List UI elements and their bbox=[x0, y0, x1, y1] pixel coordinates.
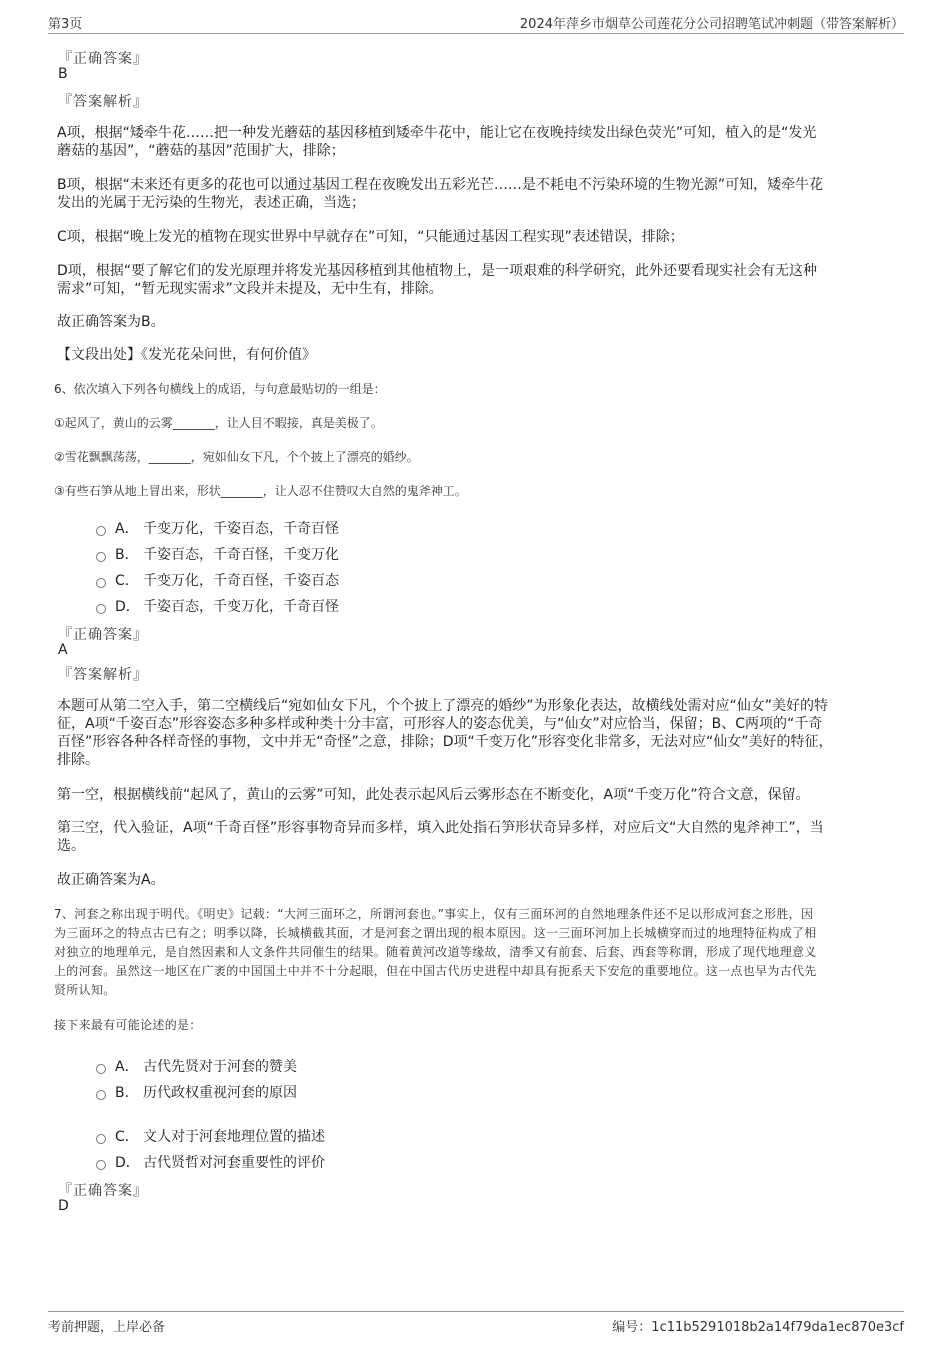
analysis-line: C项，根据“晚上发光的植物在现实世界中早就存在”可知，“只能通过基因工程实现”表述错误，排除； bbox=[57, 229, 684, 245]
analysis-line: 蘑菇的基因”，“蘑菇的基因”范围扩大，排除； bbox=[57, 143, 345, 159]
question-sentence: ②雪花飘飘荡荡，_______，宛如仙女下凡，个个披上了漂亮的婚纱。 bbox=[54, 450, 419, 464]
analysis-line: 本题可从第二空入手，第二空横线后“宛如仙女下凡，个个披上了漂亮的婚纱”为形象化表达，故横线处需对应“仙女”美好的特 bbox=[57, 698, 829, 714]
question-stem-line: 为三面环之的特点古已有之；明季以降，长城横截其面，才是河套之谓出现的根本原因。这一三面环河加上长城横穿而过的地理特征构成了相 bbox=[54, 926, 817, 940]
analysis-line: 需求”可知，“暂无现实需求”文段并未提及，无中生有，排除。 bbox=[57, 281, 443, 297]
radio-icon[interactable] bbox=[96, 526, 106, 536]
page-footer bbox=[48, 1311, 904, 1338]
option-d[interactable]: D． 古代贤哲对河套重要性的评价 bbox=[96, 1152, 325, 1172]
option-c[interactable]: C． 文人对于河套地理位置的描述 bbox=[96, 1126, 325, 1146]
option-d[interactable]: D． 千姿百态，千变万化，千奇百怪 bbox=[96, 596, 339, 616]
option-a[interactable]: A． 古代先贤对于河套的赞美 bbox=[96, 1056, 297, 1076]
question-stem-line: 对独立的地理单元，是自然因素和人文条件共同催生的结果。随着黄河改道等缘故，清季又有前套、后套、西套等称谓，形成了现代地理意义 bbox=[54, 945, 817, 959]
correct-answer-value: B bbox=[58, 66, 68, 82]
question-sentence: ①起风了，黄山的云雾_______，让人目不暇接，真是美极了。 bbox=[54, 416, 383, 430]
radio-icon[interactable] bbox=[96, 604, 106, 614]
document-title: 2024年萍乡市烟草公司莲花分公司招聘笔试冲刺题（带答案解析） bbox=[519, 17, 904, 32]
question-stem-line: 7、河套之称出现于明代。《明史》记载：“大河三面环之，所谓河套也。”事实上，仅有三面环河的自然地理条件还不足以形成河套之形胜，因 bbox=[54, 907, 814, 921]
radio-icon[interactable] bbox=[96, 1090, 106, 1100]
question-stem-line: 上的河套。虽然这一地区在广袤的中国国土中并不十分起眼，但在中国古代历史进程中却具有扼系天下安危的重要地位。这一点也早为古代先 bbox=[54, 964, 817, 978]
analysis-label: 『答案解析』 bbox=[58, 667, 148, 683]
analysis-conclusion: 故正确答案为A。 bbox=[57, 872, 165, 888]
document-id: 编号：1c11b5291018b2a14f79da1ec870e3cf bbox=[612, 1320, 904, 1335]
option-c[interactable]: C． 千变万化，千奇百怪，千姿百态 bbox=[96, 570, 339, 590]
footer-slogan: 考前押题，上岸必备 bbox=[48, 1320, 166, 1335]
passage-source: 【文段出处】《发光花朵问世，有何价值》 bbox=[57, 347, 316, 363]
option-b[interactable]: B． 历代政权重视河套的原因 bbox=[96, 1082, 297, 1102]
radio-icon[interactable] bbox=[96, 578, 106, 588]
analysis-line: 第一空，根据横线前“起风了，黄山的云雾”可知，此处表示起风后云雾形态在不断变化，A项“千变万化”符合文意，保留。 bbox=[57, 787, 810, 803]
correct-answer-label: 『正确答案』 bbox=[58, 51, 148, 67]
radio-icon[interactable] bbox=[96, 552, 106, 562]
question-sentence: ③有些石笋从地上冒出来，形状_______，让人忍不住赞叹大自然的鬼斧神工。 bbox=[54, 484, 467, 498]
radio-icon[interactable] bbox=[96, 1160, 106, 1170]
analysis-line: 百怪”形容各种各样奇怪的事物，文中并无“奇怪”之意，排除；D项“千变万化”形容变化非常多，无法对应“仙女”美好的特征， bbox=[57, 734, 833, 750]
analysis-label: 『答案解析』 bbox=[58, 94, 148, 110]
option-b[interactable]: B． 千姿百态，千奇百怪，千变万化 bbox=[96, 544, 339, 564]
question-stem: 6、依次填入下列各句横线上的成语，与句意最贴切的一组是： bbox=[54, 382, 386, 396]
analysis-line: 选。 bbox=[57, 838, 85, 854]
question-stem-line: 贤所认知。 bbox=[54, 983, 116, 997]
correct-answer-value: A bbox=[58, 642, 68, 658]
analysis-line: 发出的光属于无污染的生物光，表述正确，当选； bbox=[57, 195, 365, 211]
option-a[interactable]: A． 千变万化，千姿百态，千奇百怪 bbox=[96, 518, 339, 538]
question-prompt: 接下来最有可能论述的是： bbox=[54, 1018, 202, 1032]
radio-icon[interactable] bbox=[96, 1064, 106, 1074]
analysis-line: A项，根据“矮牵牛花……把一种发光蘑菇的基因移植到矮牵牛花中，能让它在夜晚持续发出绿色荧光”可知，植入的是“发光 bbox=[57, 125, 817, 141]
page-header bbox=[48, 13, 904, 34]
radio-icon[interactable] bbox=[96, 1134, 106, 1144]
correct-answer-value: D bbox=[58, 1198, 69, 1214]
correct-answer-label: 『正确答案』 bbox=[58, 627, 148, 643]
analysis-line: 排除。 bbox=[57, 752, 99, 768]
page-number: 第3页 bbox=[48, 17, 83, 32]
analysis-line: B项，根据“未来还有更多的花也可以通过基因工程在夜晚发出五彩光芒……是不耗电不污染环境的生物光源”可知，矮牵牛花 bbox=[57, 177, 824, 193]
analysis-line: D项，根据“要了解它们的发光原理并将发光基因移植到其他植物上，是一项艰难的科学研究，此外还要看现实社会有无这种 bbox=[57, 263, 818, 279]
analysis-line: 征，A项“千姿百态”形容姿态多种多样或种类十分丰富，可形容人的姿态优美，与“仙女”对应恰当，保留；B、C两项的“千奇 bbox=[57, 716, 823, 732]
correct-answer-label: 『正确答案』 bbox=[58, 1183, 148, 1199]
analysis-conclusion: 故正确答案为B。 bbox=[57, 314, 165, 330]
analysis-line: 第三空，代入验证，A项“千奇百怪”形容事物奇异而多样，填入此处指石笋形状奇异多样，对应后文“大自然的鬼斧神工”，当 bbox=[57, 820, 824, 836]
